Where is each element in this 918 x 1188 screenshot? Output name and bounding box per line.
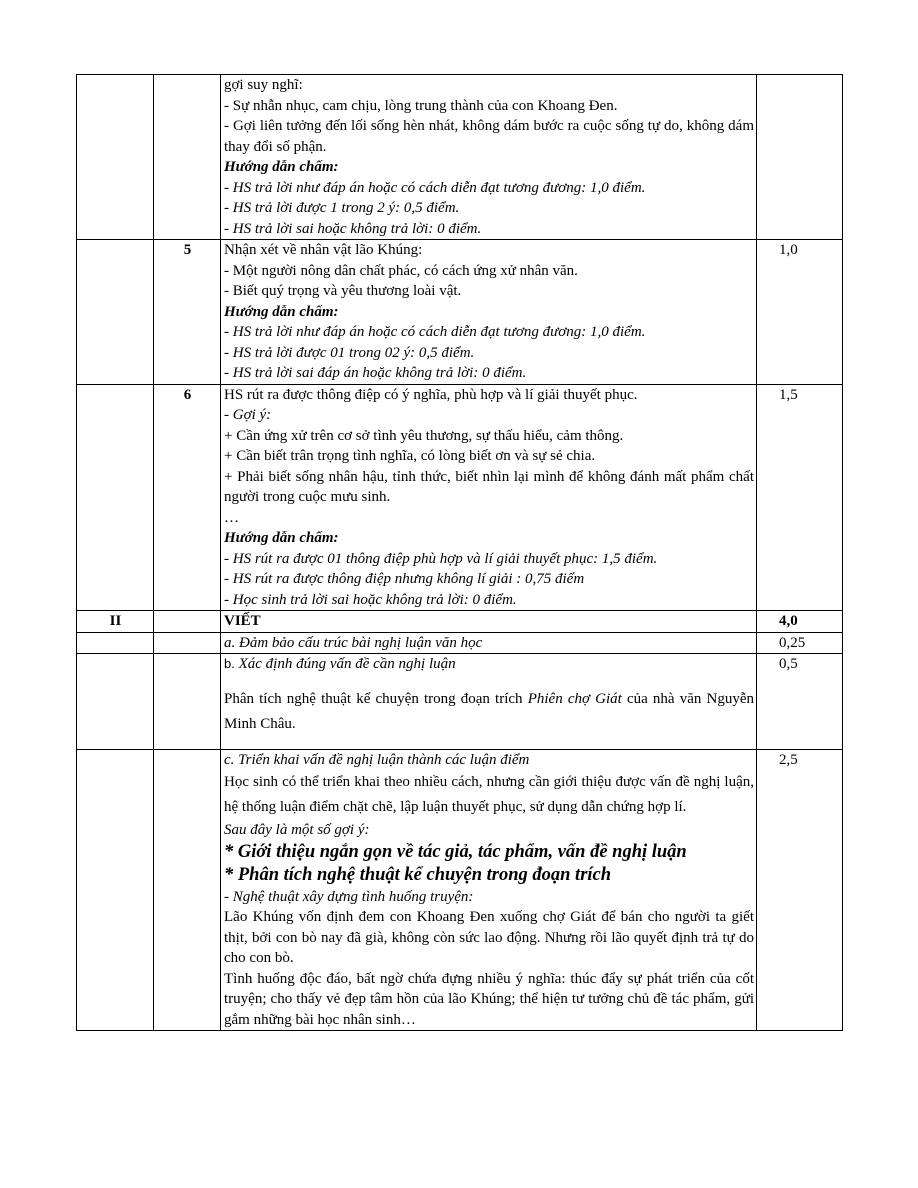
grading-guide-line: - HS trả lời như đáp án hoặc có cách diễn đạt tương đương: 1,0 điểm. <box>224 179 646 196</box>
grading-guide-line: - HS trả lời được 01 trong 02 ý: 0,5 điểm. <box>224 344 475 361</box>
answer-cell <box>221 240 757 385</box>
criterion-cell <box>221 749 757 1031</box>
table-row-part-ii <box>77 611 843 633</box>
score-value: 0,25 <box>757 632 843 654</box>
table-row-criterion-b <box>77 654 843 750</box>
answer-line: + Cần ứng xử trên cơ sở tình yêu thương, sự thấu hiểu, cảm thông. <box>224 427 624 444</box>
criterion-label: c. Triển khai vấn đề nghị luận thành các luận điểm <box>224 751 530 768</box>
criterion-intro: Học sinh có thể triển khai theo nhiều cách, nhưng cần giới thiệu được vấn đề nghị luận, hệ thống luận điểm chặt chẽ, lập luận thuyết phục, sử dụng dẫn chứng hợp lí. <box>224 774 754 815</box>
table-row-criterion-a <box>77 632 843 654</box>
answer-line: Nhận xét về nhân vật lão Khúng: <box>224 242 423 258</box>
answer-line: - Sự nhẫn nhục, cam chịu, lòng trung thành của con Khoang Đen. <box>224 97 618 114</box>
criterion-body-text: Phân tích nghệ thuật kể chuyện trong đoạn trích <box>224 690 528 707</box>
grading-guide-title: Hướng dẫn chấm: <box>224 303 339 320</box>
score-value: 1,5 <box>757 384 843 611</box>
table-row-q6 <box>77 384 843 611</box>
score-value: 2,5 <box>757 749 843 1031</box>
question-cell <box>154 75 221 240</box>
section-heading: * Giới thiệu ngắn gọn về tác giả, tác phẩm, vấn đề nghị luận <box>224 841 687 862</box>
grading-guide-line: - HS trả lời được 1 trong 2 ý: 0,5 điểm. <box>224 200 460 216</box>
grading-guide-line: - HS trả lời sai hoặc không trả lời: 0 điểm. <box>224 220 482 237</box>
question-cell <box>154 654 221 750</box>
score-value: 0,5 <box>757 654 843 750</box>
answer-line: … <box>224 509 239 526</box>
answer-cell <box>221 384 757 611</box>
grading-guide-line: - HS trả lời sai đáp án hoặc không trả lời: 0 điểm. <box>224 365 527 381</box>
answer-line: - Gợi liên tưởng đến lối sống hèn nhát, không dám bước ra cuộc sống tự do, không dám thay đổi số phận. <box>224 118 754 155</box>
paragraph: Tình huống độc đáo, bất ngờ chứa đựng nhiều ý nghĩa: thúc đẩy sự phát triển của cốt truyện; cho thấy vẻ đẹp tâm hồn của lão Khúng; thể hiện tư tưởng chủ đề tác phẩm, gửi gắm những bài học nhân sinh… <box>224 970 754 1028</box>
spacer <box>224 675 754 687</box>
answer-line: - Biết quý trọng và yêu thương loài vật. <box>224 283 462 299</box>
grading-guide-line: - HS rút ra được 01 thông điệp phù hợp và lí giải thuyết phục: 1,5 điểm. <box>224 550 658 567</box>
section-heading: * Phân tích nghệ thuật kể chuyện trong đoạn trích <box>224 864 612 885</box>
paragraph: Lão Khúng vốn định đem con Khoang Đen xuống chợ Giát để bán cho người ta giết thịt, bởi con bò nay đã già, không còn sức lao động. Nhưng rồi lão quyết định trả tự do cho con bò. <box>224 909 754 966</box>
criterion-label <box>224 654 754 675</box>
table-row-criterion-c <box>77 749 843 1031</box>
hint-label: - Gợi ý: <box>224 407 272 423</box>
criterion-prefix: b. <box>224 656 235 671</box>
answer-line: - Một người nông dân chất phác, có cách ứng xử nhân văn. <box>224 262 578 279</box>
question-number: 5 <box>154 240 221 385</box>
answer-cell <box>221 75 757 240</box>
question-number: 6 <box>154 384 221 611</box>
part-cell <box>77 384 154 611</box>
grading-guide-title: Hướng dẫn chấm: <box>224 530 339 546</box>
hint-label: Sau đây là một số gợi ý: <box>224 822 370 838</box>
grading-guide-line: - Học sinh trả lời sai hoặc không trả lời: 0 điểm. <box>224 591 517 608</box>
question-cell <box>154 749 221 1031</box>
score-cell <box>757 75 843 240</box>
criterion-label-text: Xác định đúng vấn đề cần nghị luận <box>234 656 456 672</box>
answer-line: gợi suy nghĩ: <box>224 77 303 93</box>
sub-heading: - Nghệ thuật xây dựng tình huống truyện: <box>224 888 474 905</box>
criterion-body <box>224 687 754 737</box>
part-cell <box>77 749 154 1031</box>
table-row-q4 <box>77 75 843 240</box>
grading-guide-line: - HS trả lời như đáp án hoặc có cách diễn đạt tương đương: 1,0 điểm. <box>224 324 646 340</box>
part-cell <box>77 240 154 385</box>
score-value: 4,0 <box>757 611 843 633</box>
question-cell <box>154 611 221 633</box>
answer-line: + Cần biết trân trọng tình nghĩa, có lòng biết ơn và sự sẻ chia. <box>224 448 596 464</box>
work-title: Phiên chợ Giát <box>527 690 622 707</box>
section-title: VIẾT <box>221 611 757 633</box>
table-row-q5 <box>77 240 843 385</box>
score-value: 1,0 <box>757 240 843 385</box>
criterion-text: a. Đảm bảo cấu trúc bài nghị luận văn học <box>221 632 757 654</box>
part-cell <box>77 654 154 750</box>
question-cell <box>154 632 221 654</box>
part-cell <box>77 632 154 654</box>
answer-intro: HS rút ra được thông điệp có ý nghĩa, phù hợp và lí giải thuyết phục. <box>224 386 638 403</box>
criterion-cell <box>221 654 757 750</box>
part-label: II <box>77 611 154 633</box>
part-cell <box>77 75 154 240</box>
criterion-body-text: của nhà văn Nguyễn Minh Châu. <box>224 690 754 732</box>
answer-line: + Phải biết sống nhân hậu, tỉnh thức, biết nhìn lại mình để không đánh mất phẩm chất người trong cuộc mưu sinh. <box>224 468 754 505</box>
answer-key-table <box>76 74 843 1031</box>
grading-guide-title: Hướng dẫn chấm: <box>224 159 339 175</box>
spacer <box>224 737 754 749</box>
grading-guide-line: - HS rút ra được thông điệp nhưng không lí giải : 0,75 điểm <box>224 571 585 587</box>
